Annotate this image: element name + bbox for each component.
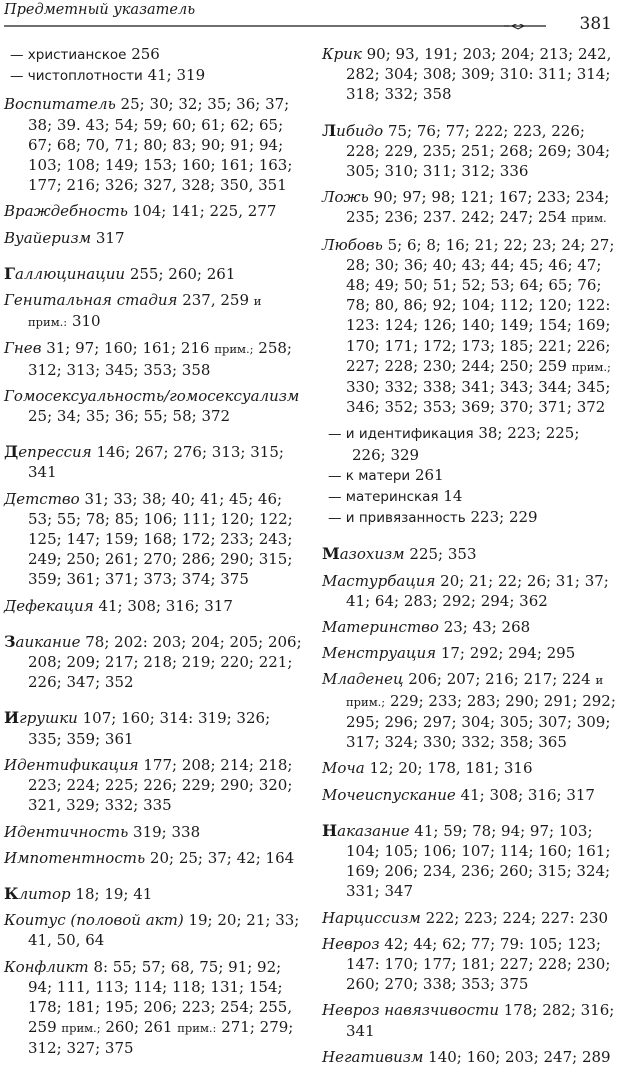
entry-pages: 90; 97; 98; 121; 167; 233; 234; 235; 236; 237. 242; 247; 254 bbox=[346, 188, 610, 227]
subentry-pages: 261 bbox=[415, 465, 444, 484]
entry-pages: 319; 338 bbox=[133, 822, 201, 841]
entry-pages: 5; 6; 8; 16; 21; 22; 23; 24; 27; 28; 30; 36; 40; 43; 44; 45; 46; 47; 48; 49; 50; 51; 52; 53; 64; 65; 76; 78; 80, 86; 92; 104; 112; 120; 122: 123: 124; 126; 140; 149; 154; 169; 170; 171; 172; 173; 185; 221; 226; 227; 228; 230; 244; 250; 259 bbox=[346, 235, 615, 375]
entry-initial-letter: Н bbox=[322, 820, 338, 840]
entry-term: Материнство bbox=[322, 618, 439, 637]
entry-term: Любовь bbox=[322, 235, 383, 254]
entry-pages: 310 bbox=[71, 312, 101, 331]
entry-pages: 17; 292; 294; 295 bbox=[440, 644, 576, 663]
entry-pages: 237, 259 bbox=[182, 291, 250, 310]
entry-pages: 140; 160; 203; 247; 289 bbox=[428, 1047, 611, 1066]
entry-initial-letter: К bbox=[4, 883, 19, 903]
entry-note: прим.; bbox=[61, 1021, 101, 1036]
entry-note: прим. bbox=[571, 211, 607, 226]
header-rule bbox=[4, 24, 560, 44]
index-entry bbox=[322, 821, 616, 902]
entry-pages: 20; 25; 37; 42; 164 bbox=[149, 848, 295, 867]
index-entry bbox=[4, 489, 304, 590]
entry-term: Коитус (половой акт) bbox=[4, 911, 184, 930]
entry-term: Мочеиспускание bbox=[322, 785, 456, 804]
entry-term: грушки bbox=[19, 709, 78, 728]
subentry-term: — христианское bbox=[10, 47, 127, 63]
subentry-term: — чистоплотности bbox=[10, 68, 143, 85]
entry-initial-letter: М bbox=[322, 544, 340, 564]
entry-pages: 19; 20; 21; 33; 41, 50, 64 bbox=[28, 911, 300, 950]
index-entry bbox=[322, 758, 616, 778]
entry-term: Моча bbox=[322, 759, 365, 778]
entry-term: Вуайеризм bbox=[4, 228, 92, 247]
index-entry bbox=[4, 755, 304, 816]
entry-pages: 107; 160; 314: 319; 326; 335; 359; 361 bbox=[28, 709, 271, 748]
entry-term: Идентификация bbox=[4, 755, 139, 774]
entry-pages: 271; 279; 312; 327; 375 bbox=[28, 1018, 294, 1058]
subentry-pages: 38; 223; 225; 226; 329 bbox=[352, 424, 580, 464]
subentry-pages: 256 bbox=[131, 45, 160, 63]
entry-pages: 41; 308; 316; 317 bbox=[460, 785, 595, 804]
subentry-term: — к матери bbox=[328, 467, 411, 484]
index-entry bbox=[322, 187, 616, 228]
index-entry bbox=[322, 785, 616, 805]
entry-term: Невроз навязчивости bbox=[322, 1001, 499, 1020]
entry-pages: 90; 93, 191; 203; 204; 213; 242, 282; 304; 308; 309; 310: 311; 314; 318; 332; 358 bbox=[346, 45, 612, 104]
entry-pages: 8: 55; 57; 68, 75; 91; 92; 94; 111, 113; 114; 118; 131; 154; 178; 181; 195; 206; 223; 254; 255, 259 bbox=[28, 957, 293, 1037]
entry-term: Воспитатель bbox=[4, 95, 116, 114]
entry-pages: 225; 353 bbox=[409, 545, 477, 564]
entry-term: Менструация bbox=[322, 644, 437, 663]
index-entry bbox=[322, 44, 616, 105]
index-subentry bbox=[4, 65, 304, 86]
entry-pages: 104; 141; 225, 277 bbox=[132, 202, 277, 221]
subentry-term: — и привязанность bbox=[328, 510, 466, 527]
entry-term: Негативизм bbox=[322, 1047, 424, 1066]
index-entry bbox=[322, 1047, 616, 1067]
entry-note: и прим.; bbox=[346, 673, 604, 709]
entry-pages: 31; 33; 38; 40; 41; 45; 46; 53; 55; 78; 85; 106; 111; 120; 122; 125; 147; 159; 168; 172; 233; 243; 249; 250; 261; 270; 286; 290; 315; 359; 361; 371; 373; 374; 375 bbox=[28, 489, 293, 589]
index-entry bbox=[322, 934, 616, 995]
entry-pages: 177; 208; 214; 218; 223; 224; 225; 226; 229; 290; 320; 321, 329; 332; 335 bbox=[28, 755, 293, 815]
index-entry bbox=[322, 121, 616, 182]
entry-pages: 75; 76; 77; 222; 223, 226; 228; 229, 235; 251; 268; 269; 304; 305; 310; 311; 312; 336 bbox=[346, 121, 611, 181]
running-header-title: Предметный указатель bbox=[4, 2, 196, 18]
entry-term: аказание bbox=[337, 821, 410, 840]
subentry-pages: 223; 229 bbox=[470, 508, 538, 527]
entry-term: епрессия bbox=[18, 443, 92, 462]
subentry-term: — материнская bbox=[328, 489, 439, 506]
index-entry bbox=[4, 228, 304, 248]
entry-initial-letter: Г bbox=[4, 263, 16, 283]
index-entry bbox=[4, 201, 304, 221]
entry-term: ибидо bbox=[336, 121, 384, 140]
index-entry bbox=[4, 848, 304, 868]
index-entry bbox=[322, 669, 616, 752]
entry-term: азохизм bbox=[339, 545, 405, 564]
subentry-pages: 41; 319 bbox=[147, 66, 206, 85]
index-entry bbox=[322, 908, 616, 928]
entry-pages: 260; 261 bbox=[105, 1018, 173, 1037]
entry-pages: 330; 332; 338; 341; 343; 344; 345; 346; 352; 353; 369; 370; 371; 372 bbox=[346, 378, 611, 417]
subentry-pages: 14 bbox=[443, 487, 463, 506]
index-entry bbox=[4, 884, 304, 904]
index-subentry bbox=[322, 423, 616, 464]
entry-pages: 178; 282; 316; 341 bbox=[346, 1001, 615, 1040]
entry-initial-letter: И bbox=[4, 708, 20, 728]
entry-note: прим.: bbox=[177, 1021, 217, 1036]
entry-pages: 41; 308; 316; 317 bbox=[98, 596, 233, 615]
entry-pages: 222; 223; 224; 227: 230 bbox=[425, 908, 609, 927]
entry-term: Генитальная стадия bbox=[4, 291, 178, 310]
entry-pages: 25; 34; 35; 36; 55; 58; 372 bbox=[28, 407, 231, 426]
index-entry bbox=[4, 596, 304, 616]
entry-term: Дефекация bbox=[4, 596, 94, 615]
entry-pages: 12; 20; 178, 181; 316 bbox=[369, 759, 533, 778]
index-entry bbox=[322, 544, 616, 564]
index-entry bbox=[4, 338, 304, 379]
index-entry bbox=[4, 386, 304, 426]
entry-pages: 146; 267; 276; 313; 315; 341 bbox=[28, 443, 284, 482]
index-entry bbox=[322, 235, 616, 418]
entry-initial-letter: Л bbox=[322, 120, 337, 140]
index-entry bbox=[4, 290, 304, 332]
index-subentry bbox=[322, 465, 616, 486]
page-number: 381 bbox=[579, 14, 612, 34]
entry-pages: 78; 202: 203; 204; 205; 206; 208; 209; 217; 218; 219; 220; 221; 226; 347; 352 bbox=[28, 632, 302, 692]
entry-term: литор bbox=[18, 884, 71, 903]
index-entry bbox=[322, 643, 616, 663]
index-subentry bbox=[322, 507, 616, 528]
entry-note: и прим.: bbox=[28, 294, 262, 330]
index-entry bbox=[4, 708, 304, 748]
entry-pages: 42; 44; 62; 77; 79: 105; 123; 147: 170; 177; 181; 227; 228; 230; 260; 270; 338; 353; 375 bbox=[346, 934, 611, 994]
entry-term: Враждебность bbox=[4, 202, 128, 221]
entry-term: Импотентность bbox=[4, 848, 146, 867]
entry-pages: 23; 43; 268 bbox=[443, 618, 531, 637]
entry-term: Гнев bbox=[4, 339, 42, 358]
index-entry bbox=[4, 264, 304, 284]
index-column-right bbox=[322, 44, 616, 1073]
entry-pages: 41; 59; 78; 94; 97; 103; 104; 105; 106; 107; 114; 160; 161; 169; 206; 234, 236; 260; 315; 324; 331; 347 bbox=[346, 821, 611, 901]
entry-pages: 20; 21; 22; 26; 31; 37; 41; 64; 283; 292; 294; 362 bbox=[346, 571, 609, 610]
entry-note: прим.; bbox=[214, 342, 254, 357]
entry-term: Нарциссизм bbox=[322, 908, 421, 927]
entry-term: Младенец bbox=[322, 670, 404, 689]
entry-pages: 31; 97; 160; 161; 216 bbox=[46, 339, 210, 358]
entry-pages: 25; 30; 32; 35; 36; 37; 38; 39. 43; 54; 59; 60; 61; 62; 65; 67; 68; 70, 71; 80; 83; 90; 91; 94; 103; 108; 149; 153; 160; 161; 163; 177; 216; 326; 327, 328; 350, 351 bbox=[28, 95, 293, 195]
subentry-term: — и идентификация bbox=[328, 426, 474, 443]
entry-pages: 317 bbox=[95, 228, 125, 247]
entry-note: прим.; bbox=[571, 359, 611, 374]
entry-pages: 258; 312; 313; 345; 353; 358 bbox=[28, 339, 292, 379]
entry-initial-letter: Д bbox=[4, 442, 19, 462]
index-entry bbox=[4, 957, 304, 1059]
entry-term: Идентичность bbox=[4, 822, 129, 841]
entry-pages: 18; 19; 41 bbox=[75, 884, 153, 903]
index-entry bbox=[4, 632, 304, 693]
index-entry bbox=[322, 571, 616, 611]
index-subentry bbox=[4, 44, 304, 65]
entry-term: Гомосексуальность/гомосексуализм bbox=[4, 386, 300, 405]
index-entry bbox=[4, 822, 304, 842]
entry-pages: 255; 260; 261 bbox=[129, 264, 236, 283]
index-column-left bbox=[4, 44, 304, 1065]
entry-term: Детство bbox=[4, 489, 80, 508]
entry-pages: 206; 207; 216; 217; 224 bbox=[408, 670, 591, 689]
entry-term: аллюцинации bbox=[15, 264, 126, 283]
entry-term: Невроз bbox=[322, 934, 380, 953]
index-entry bbox=[322, 617, 616, 637]
entry-term: Ложь bbox=[322, 188, 369, 207]
entry-initial-letter: З bbox=[4, 631, 16, 651]
index-subentry bbox=[322, 486, 616, 507]
entry-term: Мастурбация bbox=[322, 571, 436, 590]
index-entry bbox=[4, 94, 304, 195]
index-entry bbox=[322, 1000, 616, 1040]
entry-pages: 229; 233; 283; 290; 291; 292; 295; 296; 297; 304; 305; 307; 309; 317; 324; 330; 332; 358; 365 bbox=[346, 691, 616, 752]
index-entry bbox=[4, 442, 304, 482]
entry-term: Конфликт bbox=[4, 957, 89, 976]
entry-term: аикание bbox=[15, 632, 81, 651]
index-entry bbox=[4, 910, 304, 950]
entry-term: Крик bbox=[322, 45, 362, 63]
